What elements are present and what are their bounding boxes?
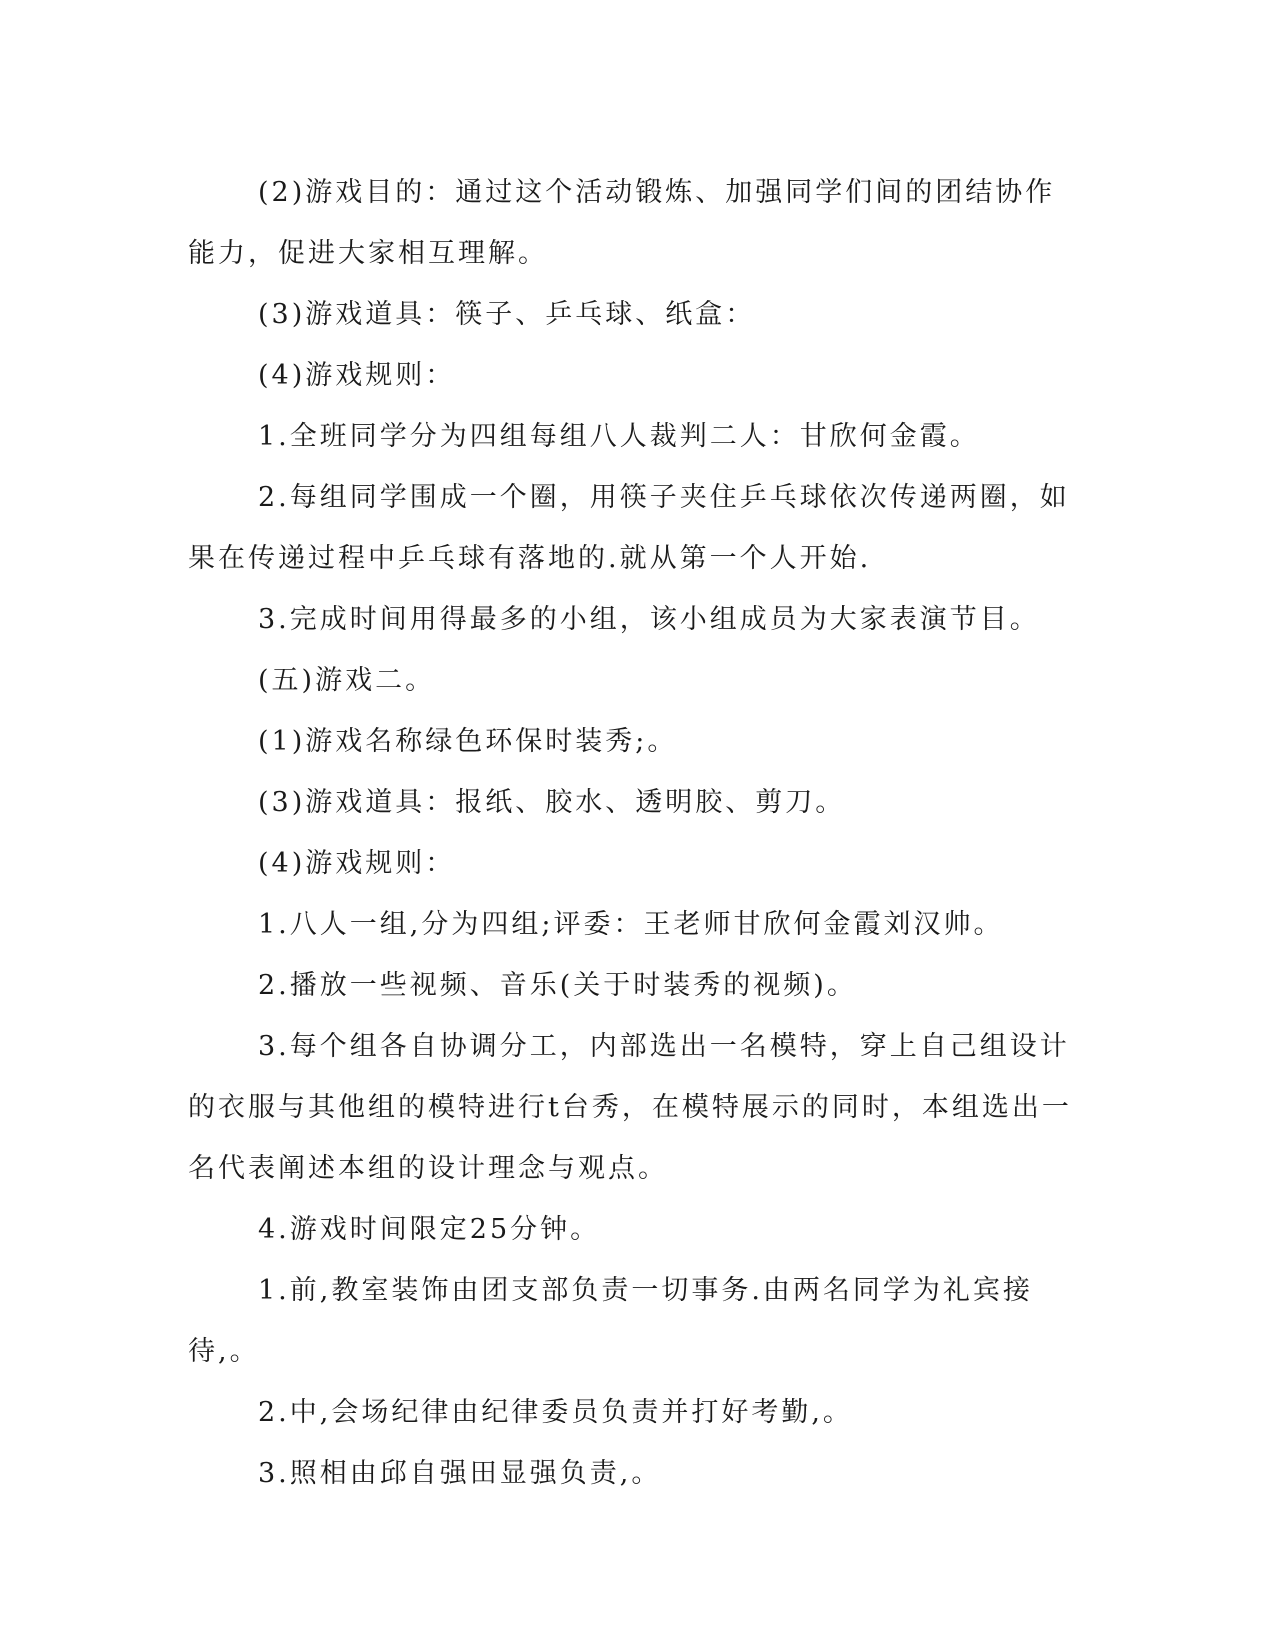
paragraph-game-two-props: (3)游戏道具：报纸、胶水、透明胶、剪刀。 [258,787,846,818]
paragraph-arrangement-2: 2.中,会场纪律由纪律委员负责并打好考勤,。 [258,1397,853,1428]
paragraph-game-two-rule-3: 3.每个组各自协调分工，内部选出一名模特，穿上自己组设计的衣服与其他组的模特进行t台秀，在模特展示的同时，本组选出一名代表阐述本组的设计理念与观点。 [188,1031,1072,1184]
paragraph-rule-3: 3.完成时间用得最多的小组，该小组成员为大家表演节目。 [258,604,1040,635]
paragraph-game-two-rules-heading: (4)游戏规则： [258,848,456,879]
paragraph-game-two-rule-2: 2.播放一些视频、音乐(关于时装秀的视频)。 [258,970,857,1001]
paragraph-game-two-rule-1: 1.八人一组,分为四组;评委：王老师甘欣何金霞刘汉帅。 [258,909,1004,940]
paragraph-rule-1: 1.全班同学分为四组每组八人裁判二人：甘欣何金霞。 [258,421,980,452]
paragraph-game-purpose: (2)游戏目的：通过这个活动锻炼、加强同学们间的团结协作能力，促进大家相互理解。 [188,177,1056,269]
paragraph-arrangement-3: 3.照相由邱自强田显强负责,。 [258,1458,662,1489]
paragraph-game-two-name: (1)游戏名称绿色环保时装秀;。 [258,726,678,757]
paragraph-game-props: (3)游戏道具：筷子、乒乓球、纸盒： [258,299,756,330]
paragraph-game-two-rule-4: 4.游戏时间限定25分钟。 [258,1214,601,1245]
paragraph-game-rules-heading: (4)游戏规则： [258,360,456,391]
paragraph-rule-2: 2.每组同学围成一个圈，用筷子夹住乒乓球依次传递两圈，如果在传递过程中乒乓球有落地的.就从第一个人开始. [188,482,1070,574]
document-body [188,162,1078,1504]
paragraph-arrangement-1: 1.前,教室装饰由团支部负责一切事务.由两名同学为礼宾接待,。 [188,1275,1033,1367]
paragraph-game-two-heading: (五)游戏二。 [258,665,436,696]
